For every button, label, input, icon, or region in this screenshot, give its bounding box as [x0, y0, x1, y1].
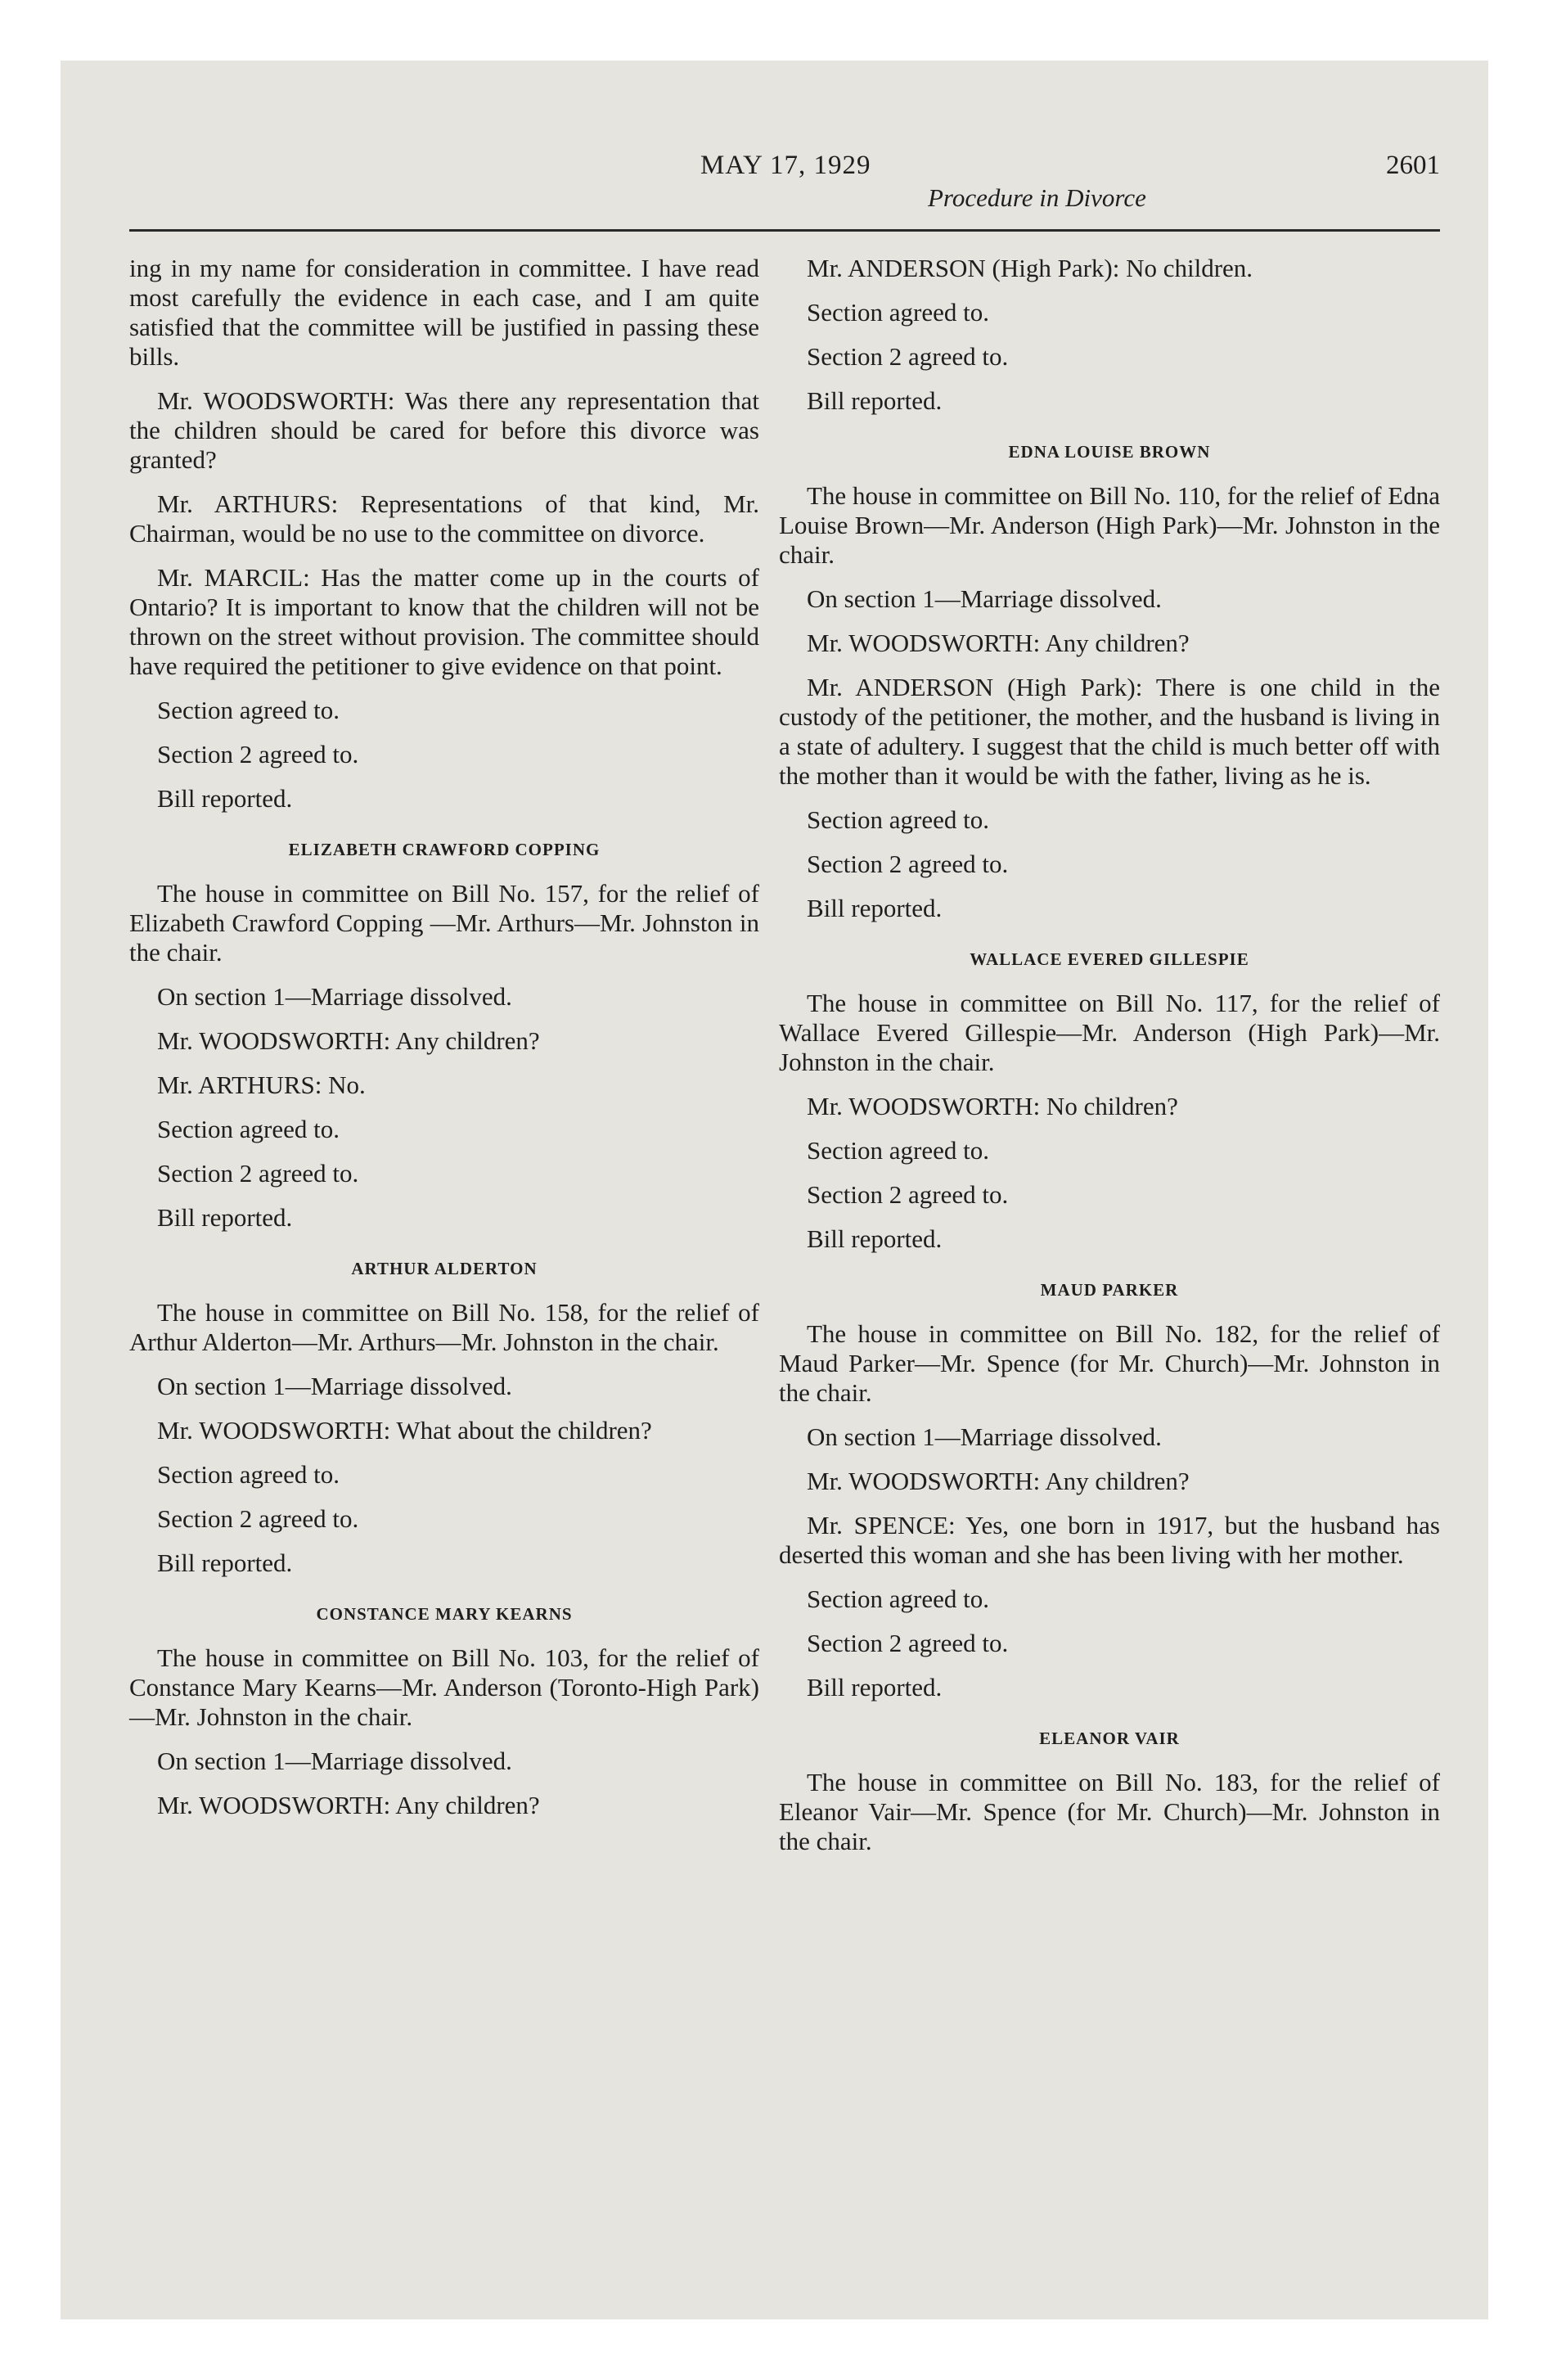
proceeding-line: Section 2 agreed to.	[157, 1504, 359, 1533]
paragraph: Mr. ANDERSON (High Park): No children.	[807, 254, 1253, 282]
bill-heading: ARTHUR ALDERTON	[351, 1259, 538, 1278]
right-column	[779, 254, 1440, 1871]
proceeding-line: Mr. WOODSWORTH: Any children?	[157, 1791, 540, 1819]
proceeding-line: Section agreed to.	[157, 696, 340, 724]
header-subtitle: Procedure in Divorce	[928, 183, 1146, 212]
paragraph: Mr. ARTHURS: Representations of that kind, Mr. Chairman, would be no use to the committee on divorce.	[129, 489, 759, 548]
proceeding-line: Mr. WOODSWORTH: Any children?	[807, 629, 1190, 657]
proceeding-line: On section 1—Marriage dissolved.	[807, 1422, 1162, 1451]
paragraph: The house in committee on Bill No. 110, for the relief of Edna Louise Brown—Mr. Anderson (High Park)—Mr. Johnston in the chair.	[779, 481, 1440, 569]
bill-heading: CONSTANCE MARY KEARNS	[316, 1604, 573, 1624]
bill-heading: EDNA LOUISE BROWN	[1008, 442, 1211, 462]
page-number: 2601	[1386, 151, 1440, 180]
left-column	[129, 254, 759, 1835]
proceeding-line: Section 2 agreed to.	[807, 1629, 1009, 1657]
proceeding-line: Section agreed to.	[807, 1136, 989, 1165]
proceeding-line: Section agreed to.	[807, 805, 989, 834]
proceeding-line: Section 2 agreed to.	[807, 1180, 1009, 1209]
proceeding-line: On section 1—Marriage dissolved.	[157, 982, 512, 1011]
paragraph: The house in committee on Bill No. 103, for the relief of Constance Mary Kearns—Mr. Anderson (Toronto-High Park)—Mr. Johnston in the chair.	[129, 1643, 759, 1731]
bill-heading: ELIZABETH CRAWFORD COPPING	[288, 840, 601, 859]
scanned-page	[61, 61, 1488, 2319]
paragraph: Mr. MARCIL: Has the matter come up in the courts of Ontario? It is important to know that the children will not be thrown on the street without provision. The committee should have required the petitioner to give evidence on that point.	[129, 563, 759, 680]
proceeding-line: On section 1—Marriage dissolved.	[157, 1747, 512, 1775]
proceeding-line: Mr. ARTHURS: No.	[157, 1071, 366, 1099]
proceeding-line: Section agreed to.	[807, 298, 989, 327]
proceeding-line: Bill reported.	[807, 1224, 943, 1253]
bill-heading: ELEANOR VAIR	[1039, 1729, 1180, 1748]
proceeding-line: Bill reported.	[157, 1203, 293, 1232]
proceeding-line: Section 2 agreed to.	[157, 740, 359, 769]
paragraph: Mr. SPENCE: Yes, one born in 1917, but the husband has deserted this woman and she has been living with her mother.	[779, 1511, 1440, 1569]
proceeding-line: Section 2 agreed to.	[807, 850, 1009, 878]
paragraph: The house in committee on Bill No. 157, for the relief of Elizabeth Crawford Copping —Mr. Arthurs—Mr. Johnston in the chair.	[129, 879, 759, 967]
paragraph: ing in my name for consideration in committee. I have read most carefully the evidence in each case, and I am quite satisfied that the committee will be justified in passing these bills.	[129, 254, 759, 371]
proceeding-line: On section 1—Marriage dissolved.	[157, 1372, 512, 1400]
paragraph: Mr. ANDERSON (High Park): There is one child in the custody of the petitioner, the mother, and the husband is living in a state of adultery. I suggest that the child is much better off with the mother than it would be with the father, living as he is.	[779, 673, 1440, 790]
proceeding-line: Bill reported.	[807, 386, 943, 415]
paragraph: The house in committee on Bill No. 158, for the relief of Arthur Alderton—Mr. Arthurs—Mr. Johnston in the chair.	[129, 1298, 759, 1356]
proceeding-line: Mr. WOODSWORTH: Any children?	[807, 1467, 1190, 1495]
header-date: MAY 17, 1929	[700, 151, 871, 180]
bill-heading: WALLACE EVERED GILLESPIE	[970, 949, 1249, 969]
paragraph: The house in committee on Bill No. 183, for the relief of Eleanor Vair—Mr. Spence (for Mr. Church)—Mr. Johnston in the chair.	[779, 1768, 1440, 1855]
paragraph: Mr. WOODSWORTH: What about the children?	[157, 1416, 652, 1445]
proceeding-line: On section 1—Marriage dissolved.	[807, 584, 1162, 613]
proceeding-line: Section agreed to.	[807, 1584, 989, 1613]
proceeding-line: Section 2 agreed to.	[807, 342, 1009, 371]
paragraph: Mr. WOODSWORTH: Was there any representation that the children should be cared for before this divorce was granted?	[129, 386, 759, 474]
proceeding-line: Mr. WOODSWORTH: No children?	[807, 1092, 1178, 1120]
bill-heading: MAUD PARKER	[1040, 1280, 1179, 1300]
proceeding-line: Bill reported.	[807, 1673, 943, 1702]
paragraph: The house in committee on Bill No. 182, for the relief of Maud Parker—Mr. Spence (for Mr. Church)—Mr. Johnston in the chair.	[779, 1319, 1440, 1407]
proceeding-line: Bill reported.	[157, 784, 293, 813]
proceeding-line: Section agreed to.	[157, 1460, 340, 1489]
proceeding-line: Section agreed to.	[157, 1115, 340, 1143]
proceeding-line: Section 2 agreed to.	[157, 1159, 359, 1188]
proceeding-line: Bill reported.	[157, 1548, 293, 1577]
proceeding-line: Bill reported.	[807, 894, 943, 922]
proceeding-line: Mr. WOODSWORTH: Any children?	[157, 1026, 540, 1055]
header-rule	[129, 229, 1440, 232]
paragraph: The house in committee on Bill No. 117, for the relief of Wallace Evered Gillespie—Mr. Anderson (High Park)—Mr. Johnston in the chair.	[779, 989, 1440, 1076]
